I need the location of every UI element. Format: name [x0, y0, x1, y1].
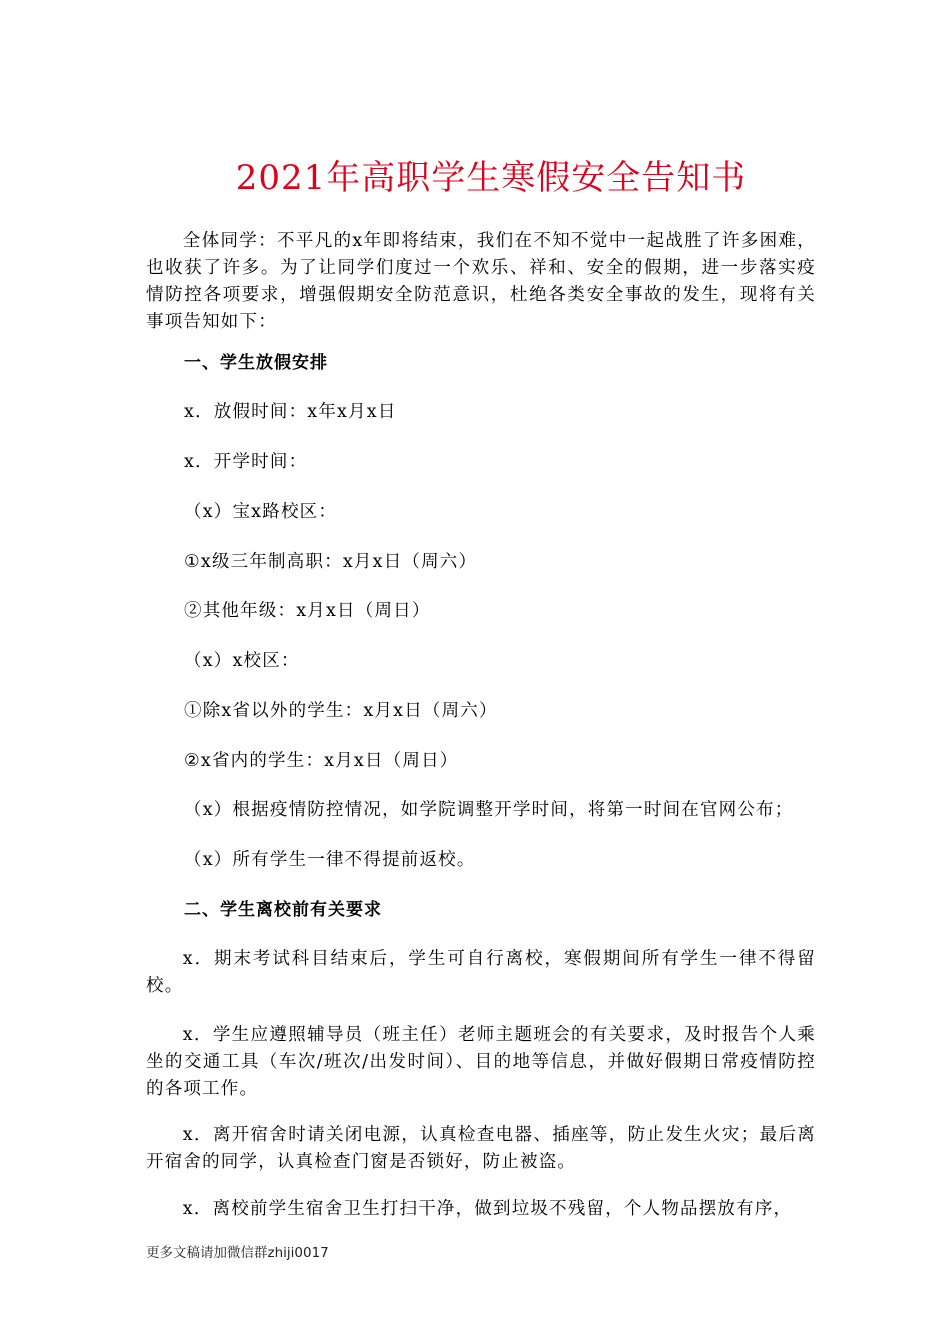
section-2-heading: 二、学生离校前有关要求 [184, 900, 382, 920]
section-1-item: ②x省内的学生：x月x日（周日） [184, 751, 459, 771]
section-1-item: （x）x校区： [184, 651, 300, 671]
document-title: 2021年高职学生寒假安全告知书 [235, 158, 747, 198]
section-1-item: （x）宝x路校区： [184, 502, 338, 522]
section-1-item: ①x级三年制高职：x月x日（周六） [184, 552, 478, 572]
section-2-paragraph: x．期末考试科目结束后，学生可自行离校，寒假期间所有学生一律不得留校。 [146, 949, 816, 996]
intro-paragraph: 全体同学：不平凡的x年即将结束，我们在不知不觉中一起战胜了许多困难，也收获了许多。为了让同学们度过一个欢乐、祥和、安全的假期，进一步落实疫情防控各项要求，增强假期安全防范意识，杜绝各类安全事故的发生，现将有关事项告知如下： [146, 231, 816, 332]
section-1-item: （x）所有学生一律不得提前返校。 [184, 850, 476, 870]
section-1-item: （x）根据疫情防控情况，如学院调整开学时间，将第一时间在官网公布； [184, 800, 794, 820]
section-2-paragraph: x．离开宿舍时请关闭电源，认真检查电器、插座等，防止发生火灾；最后离开宿舍的同学，认真检查门窗是否锁好，防止被盗。 [146, 1125, 816, 1172]
section-1-item: x．放假时间：x年x月x日 [184, 402, 397, 422]
section-1-item: x．开学时间： [184, 452, 308, 472]
section-1-heading: 一、学生放假安排 [184, 353, 328, 373]
section-1-item: ①除x省以外的学生：x月x日（周六） [184, 701, 498, 721]
section-1-item: ②其他年级：x月x日（周日） [184, 601, 431, 621]
section-2-paragraph: x．学生应遵照辅导员（班主任）老师主题班会的有关要求，及时报告个人乘坐的交通工具（车次/班次/出发时间）、目的地等信息，并做好假期日常疫情防控的各项工作。 [146, 1025, 816, 1099]
section-2-paragraph: x．离校前学生宿舍卫生打扫干净，做到垃圾不残留，个人物品摆放有序， [182, 1199, 793, 1219]
footer-note: 更多文稿请加微信群zhiji0017 [146, 1245, 329, 1261]
